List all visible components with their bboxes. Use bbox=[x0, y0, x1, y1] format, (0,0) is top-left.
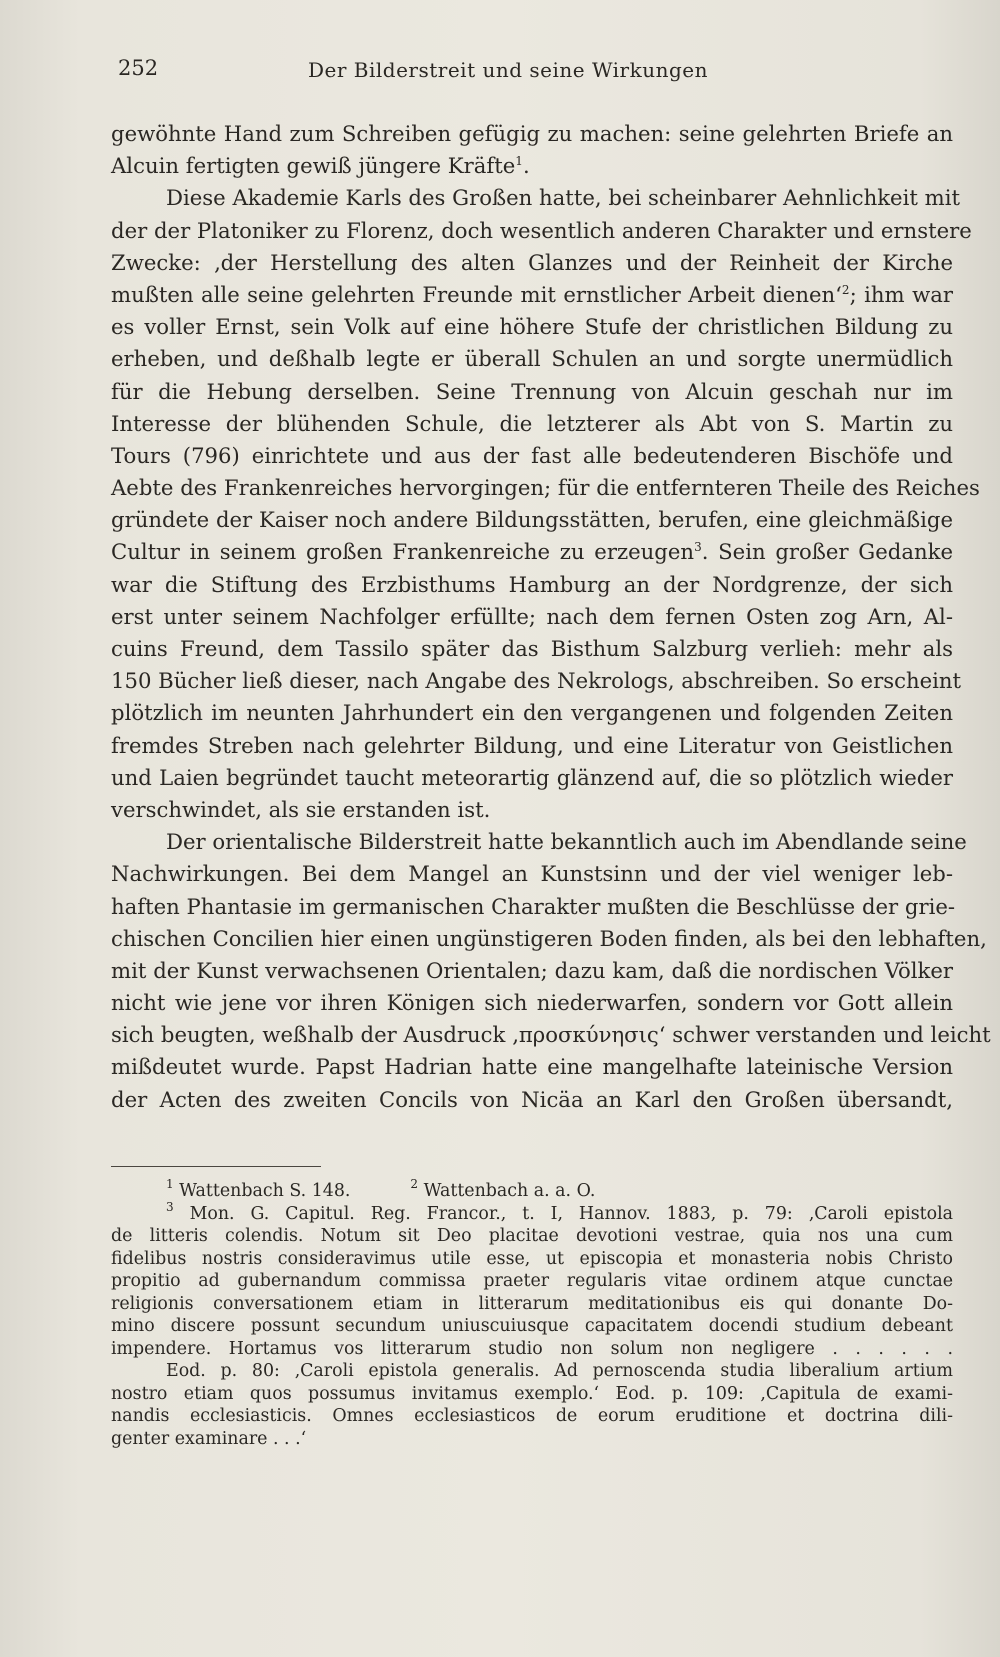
text-line: gründete der Kaiser noch andere Bildungsstätten, berufen, eine gleichmäßige bbox=[111, 507, 953, 533]
text-line: sich beugten, weßhalb der Ausdruck ‚προσκύνησις‘ schwer verstanden und leicht bbox=[111, 1022, 991, 1048]
footnote-line bbox=[111, 1177, 953, 1203]
text-line: für die Hebung derselben. Seine Trennung von Alcuin geschah nur im bbox=[111, 378, 953, 404]
text-line: 150 Bücher ließ dieser, nach Angabe des Nekrologs, abschreiben. So erscheint bbox=[111, 668, 962, 694]
text-line: der Acten des zweiten Concils von Nicäa an Karl den Großen übersandt, bbox=[111, 1086, 953, 1112]
footnote-number: 2 bbox=[410, 1177, 419, 1191]
footnote-line: nostro etiam quos possumus invitamus exemplo.‘ Eod. p. 109: ‚Capitula de exami- bbox=[111, 1383, 953, 1404]
text-line: erheben, und deßhalb legte er überall Schulen an und sorgte unermüdlich bbox=[111, 346, 953, 372]
text-line: haften Phantasie im germanischen Charakter mußten die Beschlüsse der grie- bbox=[111, 893, 956, 919]
footnote-number: 1 bbox=[166, 1177, 174, 1191]
footnote-line: genter examinare . . .‘ bbox=[111, 1428, 307, 1449]
footnote-line: $^3$ Mon. G. Capitul. Reg. Francor., t. I, Hannov. 1883, p. 79: ‚Caroli epistola bbox=[166, 1199, 954, 1224]
text-line: mißdeutet wurde. Papst Hadrian hatte eine mangelhafte lateinische Version bbox=[111, 1054, 953, 1080]
text-line: verschwindet, als sie erstanden ist. bbox=[111, 796, 491, 822]
footnotes bbox=[111, 1177, 954, 1450]
text-line: Nachwirkungen. Bei dem Mangel an Kunstsinn und der viel weniger leb- bbox=[111, 861, 953, 887]
main-text bbox=[111, 118, 991, 1116]
running-title: Der Bilderstreit und seine Wirkungen bbox=[308, 58, 709, 82]
text-line: chischen Concilien hier einen ungünstigeren Boden finden, als bei den lebhaften, bbox=[111, 925, 987, 951]
footnote-ref: 1 bbox=[515, 154, 523, 169]
page-number: 252 bbox=[118, 56, 159, 80]
text-line: Diese Akademie Karls des Großen hatte, bei scheinbarer Aehnlichkeit mit bbox=[166, 185, 961, 211]
text-line: es voller Ernst, sein Volk auf eine höhere Stufe der christlichen Bildung zu bbox=[111, 314, 953, 340]
text-line: Der orientalische Bilderstreit hatte bekanntlich auch im Abendlande seine bbox=[166, 829, 967, 855]
text-line: erst unter seinem Nachfolger erfüllte; nach dem fernen Osten zog Arn, Al- bbox=[111, 603, 953, 629]
text-line: Alcuin fertigten gewiß jüngere Kräfte$^1$. bbox=[111, 153, 530, 179]
text-line: cuins Freund, dem Tassilo später das Bisthum Salzburg verlieh: mehr als bbox=[111, 636, 953, 661]
footnote-ref: 3 bbox=[694, 540, 702, 555]
text-line: mit der Kunst verwachsenen Orientalen; dazu kam, daß die nordischen Völker bbox=[111, 957, 953, 983]
footnote-line: Eod. p. 80: ‚Caroli epistola generalis. Ad pernoscenda studia liberalium artium bbox=[166, 1361, 953, 1381]
text-line: der der Platoniker zu Florenz, doch wesentlich anderen Charakter und ernstere bbox=[111, 217, 972, 243]
text-line: Zwecke: ‚der Herstellung des alten Glanzes und der Reinheit der Kirche bbox=[111, 249, 953, 275]
text-line: mußten alle seine gelehrten Freunde mit ernstlicher Arbeit dienen‘$^2$; ihm war bbox=[111, 281, 953, 307]
footnote-line: mino discere possunt secundum uniuscuiusque capacitatem docendi studium debeant bbox=[111, 1316, 953, 1336]
text-line: Interesse der blühenden Schule, die letzterer als Abt von S. Martin zu bbox=[111, 410, 953, 436]
text-line: war die Stiftung des Erzbisthums Hamburg an der Nordgrenze, der sich bbox=[111, 571, 953, 597]
footnote-line: religionis conversationem etiam in litterarum meditationibus eis qui donante Do- bbox=[111, 1293, 953, 1314]
text-line: Tours (796) einrichtete und aus der fast alle bedeutenderen Bischöfe und bbox=[111, 442, 953, 468]
footnote-number: 3 bbox=[166, 1199, 174, 1214]
text-line: gewöhnte Hand zum Schreiben gefügig zu machen: seine gelehrten Briefe an bbox=[111, 121, 953, 146]
text-line: plötzlich im neunten Jahrhundert ein den vergangenen und folgenden Zeiten bbox=[111, 700, 953, 726]
page-header bbox=[118, 52, 948, 88]
text-line: Aebte des Frankenreiches hervorgingen; für die entfernteren Theile des Reiches bbox=[111, 475, 980, 501]
footnote-1-text: Wattenbach S. 148. bbox=[179, 1181, 351, 1201]
text-line: und Laien begründet taucht meteorartig glänzend auf, die so plötzlich wieder bbox=[111, 764, 953, 790]
footnote-ref: 2 bbox=[841, 282, 850, 297]
footnote-divider bbox=[111, 1166, 321, 1167]
footnote-line: nandis ecclesiasticis. Omnes ecclesiasticos de eorum eruditione et doctrina dili- bbox=[111, 1406, 953, 1426]
footnote-line: de litteris colendis. Notum sit Deo placitae devotioni vestrae, quia nos una cum bbox=[111, 1226, 953, 1246]
footnote-line: impendere. Hortamus vos litterarum studio non solum non negligere . . . . . . bbox=[111, 1338, 953, 1359]
text-line: Cultur in seinem großen Frankenreiche zu erzeugen$^3$. Sein großer Gedanke bbox=[111, 539, 953, 565]
footnote-2-text: Wattenbach a. a. O. bbox=[423, 1181, 596, 1201]
footnote-line: propitio ad gubernandum commissa praeter regularis vitae ordinem atque cunctae bbox=[111, 1271, 953, 1291]
text-line: nicht wie jene vor ihren Königen sich niederwarfen, sondern vor Gott allein bbox=[111, 990, 953, 1016]
footnote-line: fidelibus nostris consideravimus utile esse, ut episcopia et monasteria nobis Christo bbox=[111, 1248, 953, 1269]
text-line: fremdes Streben nach gelehrter Bildung, und eine Literatur von Geistlichen bbox=[111, 732, 953, 758]
